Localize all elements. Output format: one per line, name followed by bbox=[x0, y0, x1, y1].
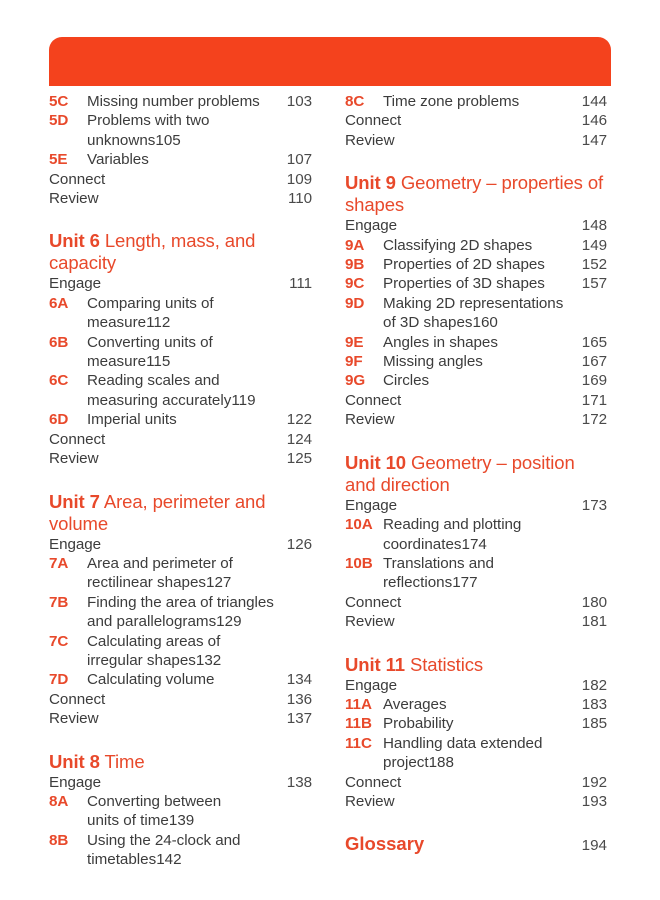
toc-entry-title: Averages bbox=[383, 695, 447, 713]
toc-entry[interactable] bbox=[345, 676, 607, 695]
toc-entry[interactable] bbox=[345, 695, 607, 714]
unit-title: Time bbox=[104, 750, 145, 772]
unit-section bbox=[345, 172, 607, 429]
unit-heading bbox=[345, 172, 607, 216]
toc-entry[interactable] bbox=[345, 111, 607, 130]
toc-page-number: 148 bbox=[581, 217, 607, 235]
toc-entry[interactable] bbox=[345, 496, 607, 515]
toc-page-number: 180 bbox=[581, 593, 607, 611]
toc-entry[interactable] bbox=[49, 449, 312, 468]
toc-entry-title: Engage bbox=[345, 496, 398, 514]
toc-page-number: 115 bbox=[146, 353, 171, 371]
toc-page-number: 109 bbox=[286, 170, 312, 188]
toc-page-number: 136 bbox=[286, 690, 312, 708]
toc-page-number: 103 bbox=[286, 93, 312, 110]
toc-entry-title-wrap: irregular shapes bbox=[87, 651, 196, 669]
unit-number: Unit 8 bbox=[49, 750, 100, 772]
toc-entry-title-wrap: of 3D shapes bbox=[383, 314, 473, 332]
toc-page-number: 167 bbox=[581, 353, 607, 371]
toc-entry-code: 9D bbox=[345, 294, 365, 312]
toc-entry-continuation[interactable] bbox=[345, 535, 607, 554]
toc-entry-title: Problems with two bbox=[87, 112, 210, 130]
toc-entry-title: Engage bbox=[345, 676, 398, 694]
toc-entry[interactable] bbox=[49, 92, 312, 111]
toc-entry-title: Angles in shapes bbox=[383, 333, 498, 351]
toc-entry[interactable] bbox=[345, 792, 607, 811]
toc-entry[interactable] bbox=[345, 593, 607, 612]
toc-page-number: 147 bbox=[581, 131, 607, 149]
toc-entry-title: Connect bbox=[49, 170, 106, 188]
toc-entry-title: Comparing units of bbox=[87, 294, 214, 312]
toc-entry[interactable] bbox=[345, 131, 607, 150]
toc-page-number: 127 bbox=[206, 574, 232, 592]
toc-entry-continuation[interactable] bbox=[49, 850, 312, 869]
toc-entry-title: Translations and bbox=[383, 554, 494, 572]
toc-page-number: 111 bbox=[289, 275, 312, 293]
toc-entry[interactable] bbox=[345, 236, 607, 255]
toc-page-number: 177 bbox=[452, 574, 478, 592]
toc-entry-title: Review bbox=[49, 190, 99, 208]
toc-entry[interactable] bbox=[49, 773, 312, 792]
toc-entry-code: 7B bbox=[49, 593, 69, 611]
toc-entry[interactable] bbox=[345, 515, 607, 534]
toc-entry-code: 6D bbox=[49, 411, 69, 429]
toc-entry-code: 11B bbox=[345, 715, 372, 733]
toc-entry[interactable] bbox=[345, 371, 607, 390]
toc-entry-title: Missing angles bbox=[383, 353, 483, 371]
toc-page-number: 122 bbox=[286, 411, 312, 429]
toc-page-number: 192 bbox=[581, 773, 607, 791]
toc-entry-title: Review bbox=[49, 710, 99, 728]
toc-entry-code: 10B bbox=[345, 554, 373, 572]
toc-entry[interactable] bbox=[49, 150, 312, 169]
toc-page-number: 188 bbox=[428, 754, 454, 772]
toc-page-number: 139 bbox=[168, 812, 195, 830]
toc-page-number: 138 bbox=[286, 773, 312, 791]
unit-title: Statistics bbox=[410, 653, 484, 675]
toc-entry-code: 9G bbox=[345, 372, 366, 390]
toc-entry-title-wrap: measure bbox=[87, 314, 147, 332]
toc-entry-title-wrap: coordinates bbox=[383, 535, 462, 553]
toc-page-number: 110 bbox=[287, 190, 312, 208]
toc-entry-code: 9B bbox=[345, 256, 365, 274]
toc-entry-title: Engage bbox=[49, 275, 102, 293]
unit-heading bbox=[345, 654, 607, 676]
toc-entry-title: Classifying 2D shapes bbox=[383, 236, 533, 254]
unit-heading bbox=[49, 230, 312, 274]
unit-number: Unit 6 bbox=[49, 230, 100, 252]
toc-entry-code: 6A bbox=[49, 294, 69, 312]
toc-page-number: 119 bbox=[231, 391, 256, 409]
toc-entry-continuation[interactable] bbox=[49, 352, 312, 371]
contents-left-column bbox=[49, 92, 312, 870]
toc-entry-title: Finding the area of triangles bbox=[87, 593, 274, 611]
toc-entry-code: 6B bbox=[49, 333, 69, 351]
toc-entry-title-wrap: and parallelograms bbox=[87, 613, 217, 631]
toc-page-number: 169 bbox=[581, 372, 607, 390]
toc-entry[interactable] bbox=[49, 831, 312, 850]
toc-entry[interactable] bbox=[49, 111, 312, 130]
toc-entry-title: Time zone problems bbox=[383, 93, 520, 110]
unit-heading bbox=[49, 491, 312, 535]
toc-entry-title: Review bbox=[345, 613, 395, 631]
contents-continued-section bbox=[49, 92, 312, 208]
toc-entry-code: 5C bbox=[49, 93, 69, 110]
toc-page-number: 183 bbox=[581, 695, 607, 713]
toc-entry[interactable] bbox=[49, 371, 312, 390]
toc-page-number: 146 bbox=[581, 112, 607, 130]
unit-number: Unit 11 bbox=[345, 653, 405, 675]
toc-entry-title: Calculating areas of bbox=[87, 632, 221, 650]
toc-entry[interactable] bbox=[345, 554, 607, 573]
toc-entry-title-wrap: measure bbox=[87, 353, 147, 371]
contents-right-column bbox=[345, 92, 607, 855]
toc-entry-code: 5E bbox=[49, 151, 68, 169]
toc-page-number: 182 bbox=[581, 676, 607, 694]
toc-entry-title-wrap: project bbox=[383, 754, 429, 772]
toc-entry[interactable] bbox=[345, 294, 607, 313]
toc-entry-title: Engage bbox=[345, 217, 398, 235]
toc-entry[interactable] bbox=[345, 274, 607, 293]
toc-entry-continuation[interactable] bbox=[49, 131, 312, 150]
toc-entry-title: Calculating volume bbox=[87, 671, 215, 689]
toc-entry-title-wrap: unknowns bbox=[87, 131, 156, 149]
toc-entry-title: Reading scales and bbox=[87, 372, 220, 390]
toc-entry[interactable] bbox=[345, 612, 607, 631]
toc-page-number: 160 bbox=[472, 314, 498, 332]
toc-page-number: 105 bbox=[155, 131, 181, 149]
toc-entry[interactable] bbox=[49, 792, 312, 811]
toc-entry-title: Connect bbox=[49, 430, 106, 448]
toc-entry[interactable] bbox=[345, 255, 607, 274]
toc-entry-title: Engage bbox=[49, 773, 102, 791]
toc-entry-code: 7A bbox=[49, 554, 69, 572]
toc-page-number: 129 bbox=[216, 613, 242, 631]
toc-entry[interactable] bbox=[49, 535, 312, 554]
toc-entry-code: 11A bbox=[345, 695, 372, 713]
unit-number: Unit 9 bbox=[345, 172, 396, 194]
toc-entry-code: 10A bbox=[345, 516, 373, 534]
toc-entry-title: Probability bbox=[383, 715, 454, 733]
toc-entry-code: 8A bbox=[49, 792, 69, 810]
glossary-label: Glossary bbox=[345, 833, 425, 855]
unit-title: Area, perimeter and volume bbox=[49, 490, 266, 534]
toc-entry-continuation[interactable] bbox=[49, 811, 312, 830]
toc-entry-title: Properties of 3D shapes bbox=[383, 275, 545, 293]
toc-entry[interactable] bbox=[49, 690, 312, 709]
unit-title: Geometry – properties of shapes bbox=[345, 172, 604, 216]
toc-entry-code: 11C bbox=[345, 734, 372, 752]
toc-entry[interactable] bbox=[345, 333, 607, 352]
toc-entry-continuation[interactable] bbox=[49, 313, 312, 332]
toc-entry-title: Converting between bbox=[87, 792, 222, 810]
toc-entry-title: Using the 24-clock and bbox=[87, 831, 241, 849]
toc-page-number: 125 bbox=[286, 450, 312, 468]
toc-entry[interactable] bbox=[345, 92, 607, 111]
toc-entry-title: Review bbox=[49, 450, 99, 468]
toc-page-number: 107 bbox=[286, 151, 312, 169]
toc-entry-continuation[interactable] bbox=[49, 651, 312, 670]
toc-entry-title: Connect bbox=[49, 690, 106, 708]
toc-page-number: 152 bbox=[581, 256, 607, 274]
unit-number: Unit 10 bbox=[345, 451, 406, 473]
toc-entry[interactable] bbox=[49, 670, 312, 689]
toc-entry-code: 8B bbox=[49, 831, 69, 849]
toc-page-number: 144 bbox=[581, 93, 607, 110]
toc-entry[interactable] bbox=[49, 274, 312, 293]
toc-page-number: 126 bbox=[286, 535, 312, 553]
toc-page-number: 112 bbox=[146, 314, 171, 332]
toc-entry-code: 6C bbox=[49, 372, 69, 390]
toc-entry-continuation[interactable] bbox=[345, 753, 607, 772]
toc-entry-title-wrap: units of time bbox=[87, 812, 169, 830]
toc-page-number: 149 bbox=[581, 236, 607, 254]
unit-title: Geometry – position and direction bbox=[345, 451, 575, 495]
toc-entry-title: Converting units of bbox=[87, 333, 213, 351]
toc-entry-title: Imperial units bbox=[87, 411, 177, 429]
toc-entry-title: Reading and plotting bbox=[383, 516, 522, 534]
toc-page-number: 165 bbox=[581, 333, 607, 351]
toc-entry[interactable] bbox=[49, 294, 312, 313]
toc-page-number: 181 bbox=[581, 613, 607, 631]
toc-entry-code: 8C bbox=[345, 93, 365, 110]
toc-entry[interactable] bbox=[345, 773, 607, 792]
toc-entry[interactable] bbox=[345, 216, 607, 235]
toc-entry-code: 7D bbox=[49, 671, 69, 689]
toc-entry[interactable] bbox=[345, 410, 607, 429]
toc-entry-title: Connect bbox=[345, 773, 402, 791]
toc-entry-title: Engage bbox=[49, 535, 102, 553]
toc-entry-title: Making 2D representations bbox=[383, 294, 564, 312]
unit-heading bbox=[345, 452, 607, 496]
toc-entry-title: Review bbox=[345, 411, 395, 429]
unit-section bbox=[49, 230, 312, 468]
toc-entry-code: 5D bbox=[49, 112, 69, 130]
unit-section bbox=[49, 751, 312, 870]
toc-entry-continuation[interactable] bbox=[49, 391, 312, 410]
toc-entry-title-wrap: rectilinear shapes bbox=[87, 574, 207, 592]
toc-entry-continuation[interactable] bbox=[345, 573, 607, 592]
toc-page-number: 185 bbox=[581, 715, 607, 733]
toc-entry-title: Variables bbox=[87, 151, 149, 169]
toc-entry-title: Review bbox=[345, 792, 395, 810]
toc-page-number: 124 bbox=[286, 430, 312, 448]
toc-entry-code: 9E bbox=[345, 333, 364, 351]
toc-page-number: 193 bbox=[581, 792, 607, 810]
toc-entry-title-wrap: measuring accurately bbox=[87, 391, 232, 409]
toc-page-number: 174 bbox=[461, 535, 487, 553]
toc-entry[interactable] bbox=[49, 170, 312, 189]
unit-heading bbox=[49, 751, 312, 773]
toc-entry-continuation[interactable] bbox=[345, 313, 607, 332]
toc-entry-continuation[interactable] bbox=[49, 573, 312, 592]
toc-entry[interactable] bbox=[49, 709, 312, 728]
toc-entry-title: Circles bbox=[383, 372, 430, 390]
toc-entry[interactable] bbox=[345, 352, 607, 371]
toc-entry-title: Review bbox=[345, 131, 395, 149]
toc-entry[interactable] bbox=[49, 189, 312, 208]
toc-entry-title: Connect bbox=[345, 391, 402, 409]
unit-section bbox=[345, 654, 607, 812]
unit-number: Unit 7 bbox=[49, 490, 100, 512]
toc-entry[interactable] bbox=[49, 410, 312, 429]
toc-entry-title: Connect bbox=[345, 112, 402, 130]
toc-page-number: 172 bbox=[581, 411, 607, 429]
toc-entry[interactable] bbox=[49, 593, 312, 612]
unit-section bbox=[345, 452, 607, 632]
toc-entry[interactable] bbox=[49, 430, 312, 449]
toc-entry[interactable] bbox=[49, 333, 312, 352]
toc-entry-title: Area and perimeter of bbox=[87, 554, 233, 572]
toc-page-number: 173 bbox=[581, 496, 607, 514]
toc-entry[interactable] bbox=[345, 734, 607, 753]
toc-entry-title-wrap: reflections bbox=[383, 574, 453, 592]
toc-entry[interactable] bbox=[345, 391, 607, 410]
toc-entry[interactable] bbox=[49, 554, 312, 573]
top-banner bbox=[49, 37, 611, 86]
toc-entry-code: 9F bbox=[345, 353, 363, 371]
unit-section bbox=[49, 491, 312, 729]
contents-continued-section bbox=[345, 92, 607, 150]
toc-entry-continuation[interactable] bbox=[49, 612, 312, 631]
toc-entry-code: 9C bbox=[345, 275, 365, 293]
glossary-entry[interactable] bbox=[345, 833, 607, 855]
toc-entry-code: 9A bbox=[345, 236, 365, 254]
toc-page-number: 157 bbox=[581, 275, 607, 293]
toc-page-number: 142 bbox=[156, 851, 182, 869]
toc-page-number: 132 bbox=[195, 651, 222, 669]
toc-page-number: 171 bbox=[581, 391, 607, 409]
glossary-page-number: 194 bbox=[581, 837, 607, 855]
toc-entry[interactable] bbox=[49, 632, 312, 651]
toc-entry[interactable] bbox=[345, 714, 607, 733]
toc-entry-code: 7C bbox=[49, 632, 69, 650]
toc-entry-title-wrap: timetables bbox=[87, 851, 157, 869]
unit-title: Length, mass, and capacity bbox=[49, 230, 256, 274]
toc-entry-title: Properties of 2D shapes bbox=[383, 256, 545, 274]
toc-page-number: 137 bbox=[286, 710, 312, 728]
toc-entry-title: Handling data extended bbox=[383, 734, 543, 752]
toc-page-number: 134 bbox=[286, 671, 312, 689]
toc-entry-title: Missing number problems bbox=[87, 93, 260, 110]
toc-entry-title: Connect bbox=[345, 593, 402, 611]
